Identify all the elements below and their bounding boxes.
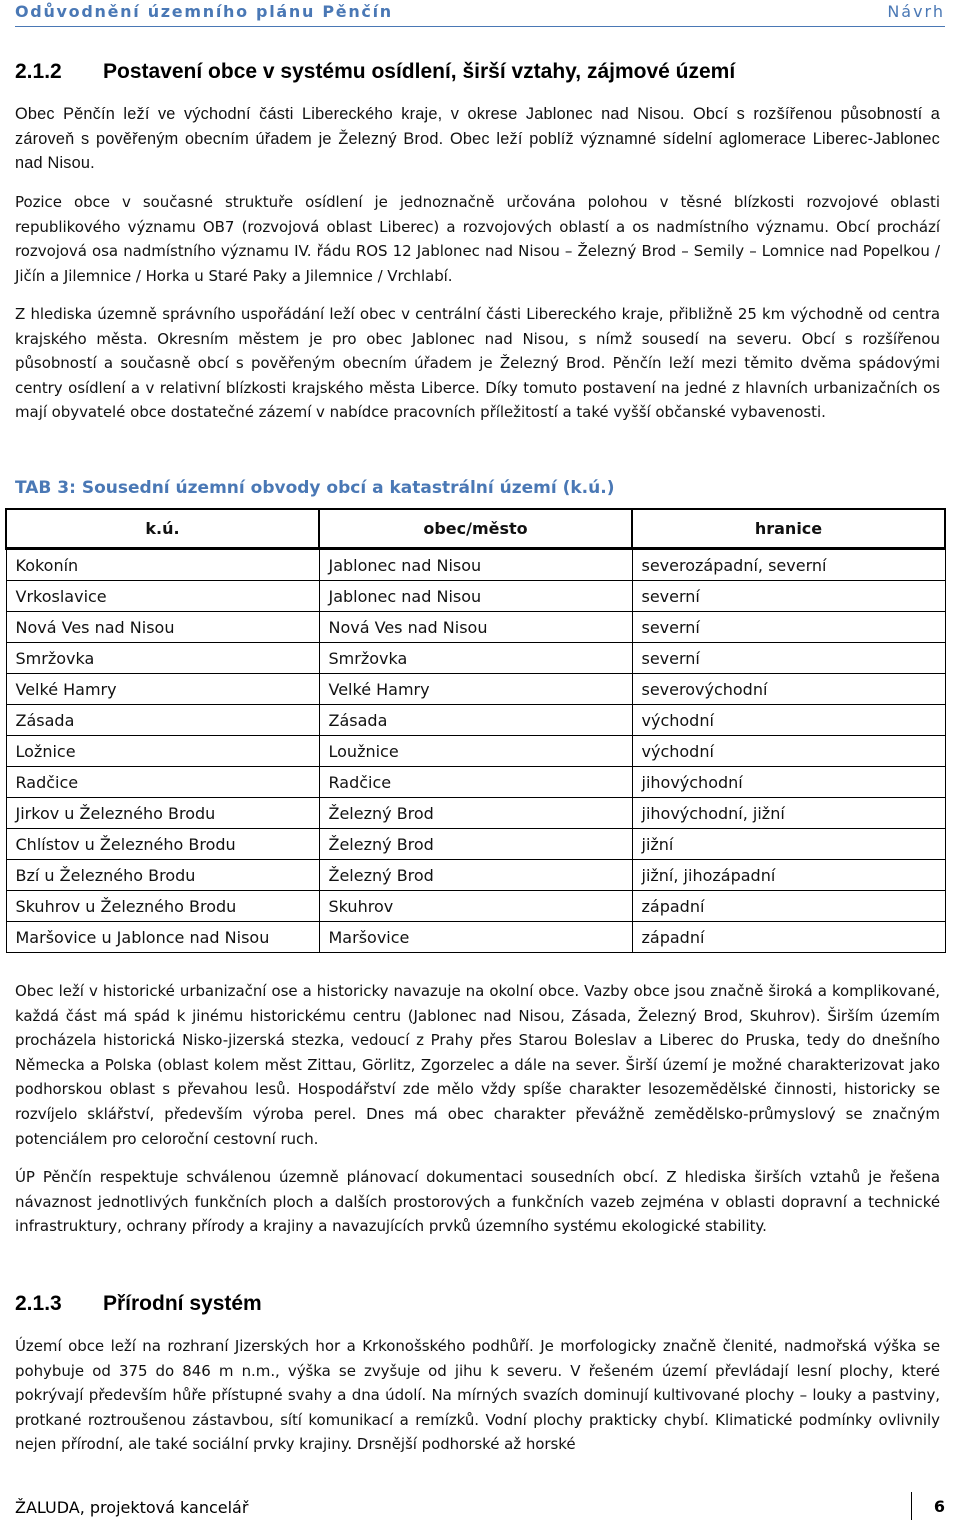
table-cell: Zásada — [6, 705, 319, 736]
table-cell: Vrkoslavice — [6, 581, 319, 612]
table-cell: Jablonec nad Nisou — [319, 549, 632, 581]
paragraph-history: Obec leží v historické urbanizační ose a historicky navazuje na okolní obce. Vazby obce jsou značně široká a komplikované, každá část má spád k jinému historickému centru (Jablonec nad Nisou, Zásada, Železný Brod, Skuhrov). Širším územím procházela historická Nisko-jizerská stezka, vedoucí z Prahy přes Starou Boleslav a Liberec do Pruska, tedy do dnešního Německa a Polska (oblast kolem měst Zittau, Görlitz, Zgorzelec a dále na sever. Širší území je možné charakterizovat jako podhorskou oblast s převahou lesů. Hospodářství zde mělo vždy spíše charakter lesozemědělské činnosti, historicky se rozvíjelo sklářství, především výroba perel. Dnes má obec charakter převážně zemědělsko-průmyslový se značným potenciálem pro celoroční cestovní ruch. — [15, 982, 940, 1148]
section-heading-213 — [15, 1292, 262, 1316]
table-cell: Skuhrov u Železného Brodu — [6, 891, 319, 922]
table-cell: jihovýchodní, jižní — [632, 798, 945, 829]
section-title: Postavení obce v systému osídlení, širší vztahy, zájmové území — [103, 60, 736, 83]
table-row — [6, 736, 945, 767]
table-row — [6, 705, 945, 736]
table-cell: severní — [632, 612, 945, 643]
document-status: Návrh — [887, 2, 945, 21]
table-cell: Maršovice u Jablonce nad Nisou — [6, 922, 319, 953]
paragraph-settlement-structure: Pozice obce v současné struktuře osídlení je jednoznačně určována polohou v těsné blízkosti rozvojové oblasti republikového významu OB7 (rozvojová oblast Liberec) a rozvojových oblastí a os nadmístního významu. Obcí prochází rozvojová osa nadmístního významu IV. řádu ROS 12 Jablonec nad Nisou – Železný Brod – Semily – Lomnice nad Popelkou / Jičín a Jilemnice / Horka u Staré Paky a Jilemnice / Vrchlabí. — [15, 193, 940, 285]
table-cell: západní — [632, 922, 945, 953]
table-row — [6, 891, 945, 922]
column-header-ku: k.ú. — [6, 509, 319, 549]
paragraph-location: Obec Pěnčín leží ve východní části Libereckého kraje, v okrese Jablonec nad Nisou. Obcí s rozšířenou působností a zároveň s pověřeným obecním úřadem je Železný Brod. Obec leží poblíž významné sídelní aglomerace Liberec-Jablonec nad Nisou. — [15, 105, 940, 173]
table-cell: Skuhrov — [319, 891, 632, 922]
table-cell: severozápadní, severní — [632, 549, 945, 581]
table-row — [6, 643, 945, 674]
table-cell: východní — [632, 736, 945, 767]
table-cell: Nová Ves nad Nisou — [6, 612, 319, 643]
table-cell: západní — [632, 891, 945, 922]
table-cell: Bzí u Železného Brodu — [6, 860, 319, 891]
table-cell: východní — [632, 705, 945, 736]
table-row — [6, 922, 945, 953]
page-number: 6 — [911, 1492, 945, 1520]
table-cell: Jablonec nad Nisou — [319, 581, 632, 612]
table-cell: jihovýchodní — [632, 767, 945, 798]
table-cell: severní — [632, 581, 945, 612]
table-cell: Radčice — [319, 767, 632, 798]
table-row — [6, 860, 945, 891]
table-cell: severní — [632, 643, 945, 674]
table-cell: Smržovka — [6, 643, 319, 674]
section-title: Přírodní systém — [103, 1292, 262, 1315]
table-row — [6, 798, 945, 829]
table-cell: Nová Ves nad Nisou — [319, 612, 632, 643]
section-number: 2.1.3 — [15, 1292, 62, 1315]
table-header-row — [6, 509, 945, 549]
table-cell: Loužnice — [319, 736, 632, 767]
section-heading-212 — [15, 60, 735, 84]
table-row — [6, 581, 945, 612]
neighbour-territories-table — [5, 508, 946, 953]
table-cell: Železný Brod — [319, 860, 632, 891]
table-cell: Radčice — [6, 767, 319, 798]
table-row — [6, 767, 945, 798]
table-cell: Ložnice — [6, 736, 319, 767]
document-title: Odůvodnění územního plánu Pěnčín — [15, 2, 393, 21]
paragraph-wider-relations: ÚP Pěnčín respektuje schválenou územně plánovací dokumentaci sousedních obcí. Z hlediska širších vztahů je řešena návaznost jednotlivých funkčních ploch a dalších prostorových a funkčních vazeb zejména v oblasti dopravní a technické infrastruktury, ochrany přírody a krajiny a navazujících prvků územního systému ekologické stability. — [15, 1168, 940, 1236]
table-row — [6, 674, 945, 705]
paragraph-natural-system: Území obce leží na rozhraní Jizerských hor a Krkonošského podhůří. Je morfologicky značně členité, nadmořská výška se pohybuje od 375 do 846 m n.m., výška se zvyšuje od jihu k severu. V řešeném území převládají lesní plochy, které pokrývají především hůře přístupné svahy a dna údolí. Na mírných svazích dominují kultivované plochy – louky a pastviny, protkané roztroušenou zástavbou, sítí komunikací a remízků. Vodní plochy prakticky chybí. Klimatické podmínky ovlivnily nejen přírodní, ale také sociální prvky krajiny. Drsnější podhorské až horské — [15, 1337, 940, 1454]
table-cell: Velké Hamry — [319, 674, 632, 705]
table-cell: jižní, jihozápadní — [632, 860, 945, 891]
table-row — [6, 549, 945, 581]
table-cell: Velké Hamry — [6, 674, 319, 705]
table-row — [6, 612, 945, 643]
column-header-municipality: obec/město — [319, 509, 632, 549]
table-cell: Smržovka — [319, 643, 632, 674]
column-header-border: hranice — [632, 509, 945, 549]
table-cell: severovýchodní — [632, 674, 945, 705]
table-cell: Jirkov u Železného Brodu — [6, 798, 319, 829]
footer-company: ŽALUDA, projektová kancelář — [15, 1498, 249, 1517]
table-cell: Chlístov u Železného Brodu — [6, 829, 319, 860]
page-footer — [15, 1492, 945, 1522]
table-cell: Železný Brod — [319, 798, 632, 829]
table-cell: jižní — [632, 829, 945, 860]
table-cell: Železný Brod — [319, 829, 632, 860]
section-number: 2.1.2 — [15, 60, 62, 83]
table-cell: Zásada — [319, 705, 632, 736]
running-header — [15, 0, 945, 27]
paragraph-administrative: Z hlediska územně správního uspořádání leží obec v centrální části Libereckého kraje, přibližně 25 km východně od centra krajského města. Okresním městem je pro obec Jablonec nad Nisou, s nímž sousedí na severu. Obcí s rozšířenou působností a současně obcí s pověřeným obecním úřadem je Železný Brod. Pěnčín leží mezi těmito dvěma spádovými centry osídlení a v relativní blízkosti krajského města Liberce. Díky tomuto postavení na jedné z hlavních urbanizačních os mají obyvatelé obce dostatečné zázemí v nabídce pracovních příležitostí a také vyšší občanské vybavenosti. — [15, 305, 940, 422]
table-row — [6, 829, 945, 860]
table-cell: Kokonín — [6, 549, 319, 581]
table-caption: TAB 3: Sousední územní obvody obcí a katastrální území (k.ú.) — [15, 478, 615, 498]
table-cell: Maršovice — [319, 922, 632, 953]
